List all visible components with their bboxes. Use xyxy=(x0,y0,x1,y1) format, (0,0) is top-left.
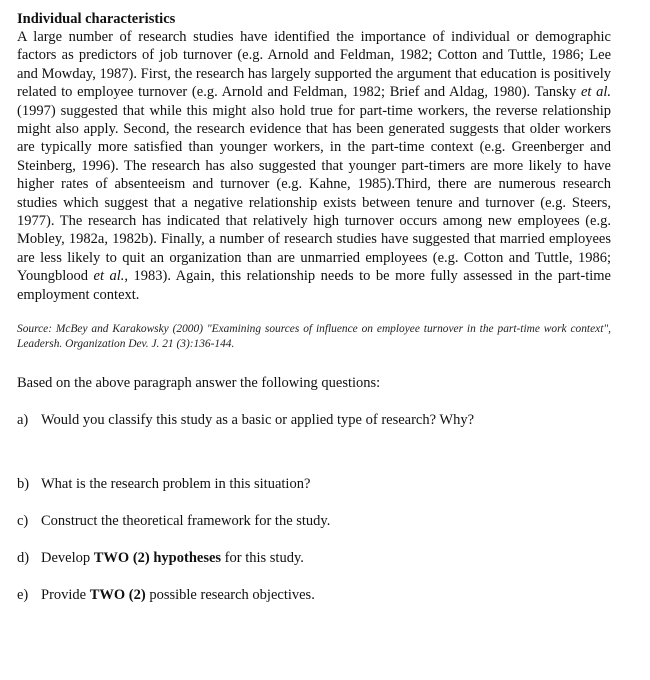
question-text-bold: TWO (2) hypotheses xyxy=(93,550,222,567)
question-text: What is the research problem in this situation? xyxy=(41,476,311,493)
question-text-bold: TWO (2) xyxy=(89,587,146,604)
question-text: Construct the theoretical framework for the study. xyxy=(41,513,331,530)
et-al-citation-2: et al. xyxy=(93,268,125,285)
question-c xyxy=(17,512,611,530)
question-d xyxy=(17,549,611,567)
body-paragraph xyxy=(17,28,611,304)
question-e xyxy=(17,586,611,604)
question-text-pre: Develop xyxy=(41,550,94,567)
question-label: e) xyxy=(17,587,29,604)
question-label: a) xyxy=(17,412,29,429)
source-citation: Source: McBey and Karakowsky (2000) "Examining sources of influence on employee turnover in the part-time work context", Leadersh. Organization Dev. J. 21 (3):136-144. xyxy=(17,323,611,351)
question-label: d) xyxy=(17,550,30,567)
et-al-citation-1: et al. xyxy=(580,84,612,101)
document xyxy=(17,10,611,604)
question-b xyxy=(17,475,611,493)
question-text-post: possible research objectives. xyxy=(145,587,315,604)
questions-intro: Based on the above paragraph answer the following questions: xyxy=(17,375,381,392)
question-text-post: for this study. xyxy=(221,550,304,567)
question-text xyxy=(41,586,315,604)
question-label: b) xyxy=(17,476,30,493)
question-text: Would you classify this study as a basic or applied type of research? Why? xyxy=(41,412,475,429)
paragraph-text-2: (1997) suggested that while this might also hold true for part-time workers, the reverse relationship might also apply. Second, the research evidence that has been generated suggests that older workers are typically more satisfied than younger workers, in the part-time context (e.g. Greenberger and Steinberg, 1996). The research has also suggested that younger part-timers are more likely to have higher rates of absenteeism and turnover (e.g. Kahne, 1985).Third, there are numerous research studies which suggest that a negative relationship exists between tenure and turnover (e.g. Steers, 1977). The research has indicated that relatively high turnover occurs among new employees (e.g. Mobley, 1982a, 1982b). Finally, a number of research studies have suggested that married employees are less likely to quit an organization than are unmarried employees (e.g. Cotton and Tuttle, 1986; Youngblood xyxy=(17,102,611,285)
question-text xyxy=(41,549,304,567)
question-a xyxy=(17,411,611,429)
question-label: c) xyxy=(17,513,29,530)
paragraph-text-1: A large number of research studies have identified the importance of individual or demographic factors as predictors of job turnover (e.g. Arnold and Feldman, 1982; Cotton and Tuttle, 1986; Lee and Mowday, 1987). First, the research has largely supported the argument that education is positively related to employee turnover (e.g. Arnold and Feldman, 1982; Brief and Aldag, 1980). Tansky xyxy=(17,29,611,101)
paragraph-text-3: , 1983). Again, this relationship needs to be more fully assessed in the part-time employment context. xyxy=(17,268,611,303)
question-text-pre: Provide xyxy=(41,587,90,604)
section-heading: Individual characteristics xyxy=(17,11,176,27)
